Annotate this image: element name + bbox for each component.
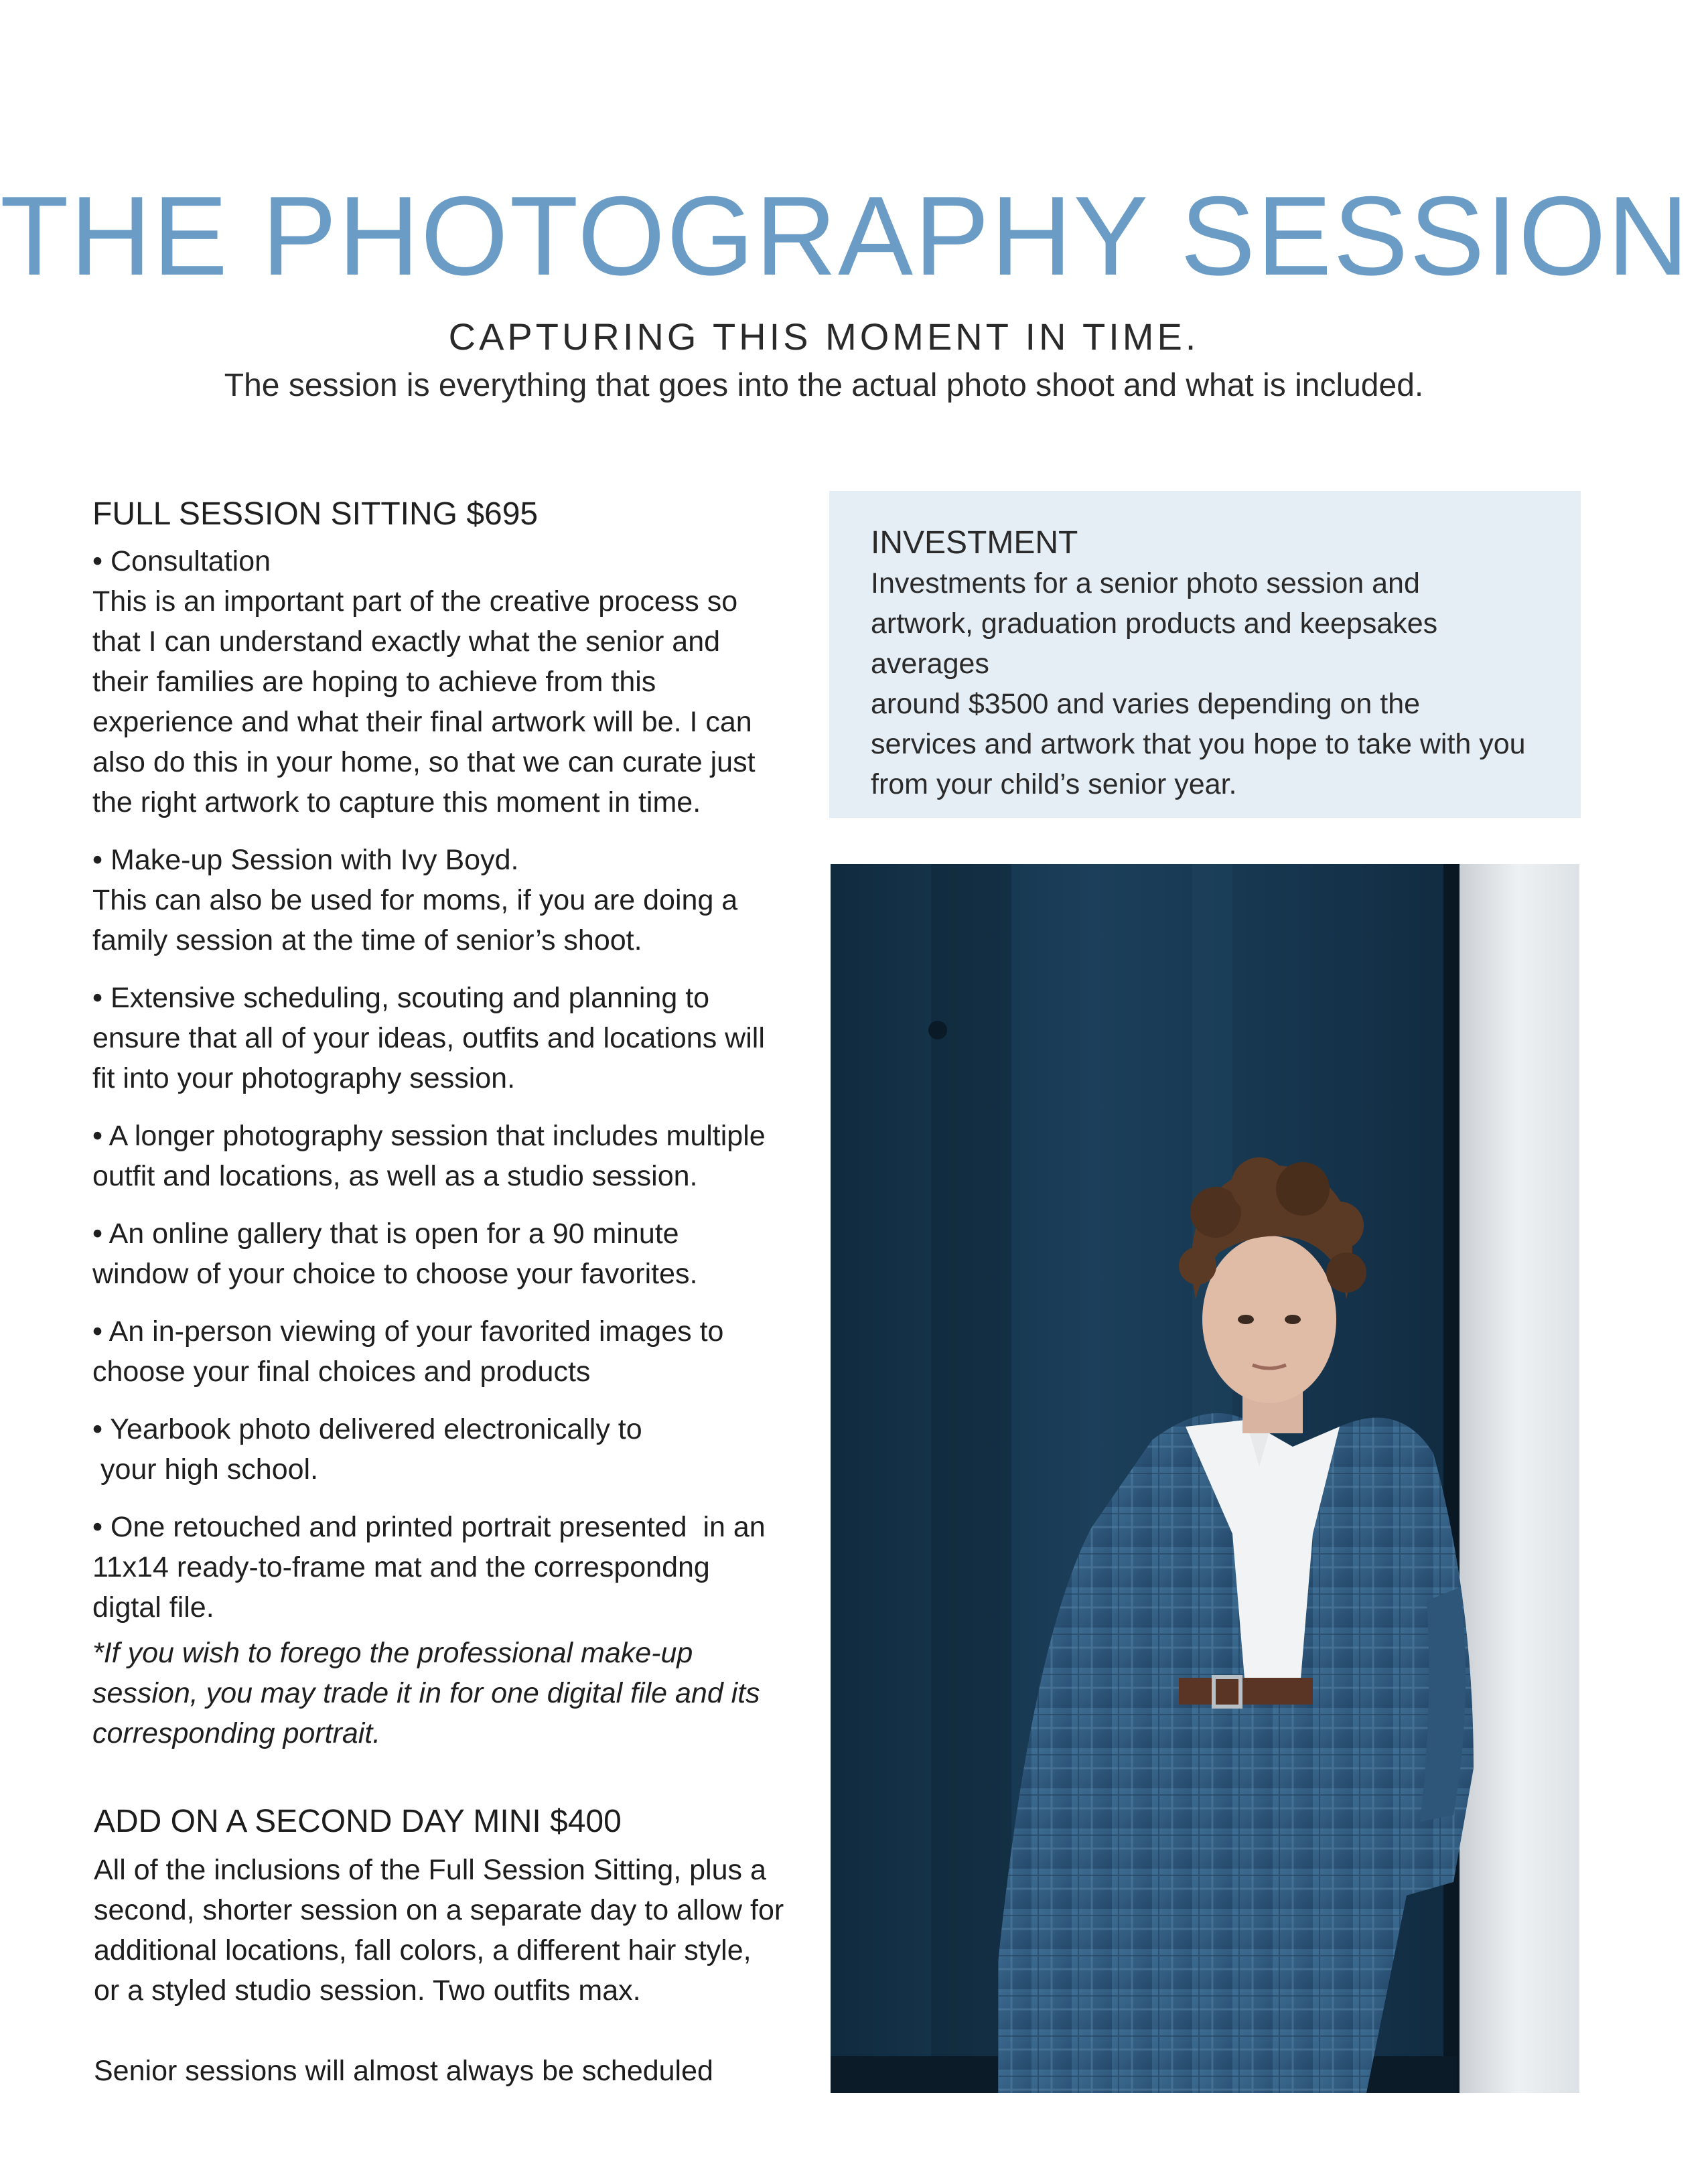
- addon-line: All of the inclusions of the Full Session Sitting, plus a: [94, 1854, 766, 1886]
- addon-line: or a styled studio session. Two outfits max.: [94, 1974, 641, 2007]
- list-item: [92, 1116, 802, 1196]
- item-line: that I can understand exactly what the senior and: [92, 626, 721, 658]
- item-title: • An in-person viewing of your favorited images to: [92, 1315, 724, 1348]
- item-title: • A longer photography session that includes multiple: [92, 1120, 766, 1152]
- list-item: [92, 840, 802, 960]
- investment-line: around $3500 and varies depending on the: [871, 688, 1421, 720]
- list-item: [92, 541, 802, 822]
- item-line: This can also be used for moms, if you are doing a: [92, 884, 738, 916]
- note-line: *If you wish to forego the professional make-up: [92, 1637, 693, 1669]
- page-title: THE PHOTOGRAPHY SESSION: [0, 173, 1691, 299]
- list-item: [92, 978, 802, 1098]
- investment-line: services and artwork that you hope to take with you: [871, 728, 1526, 760]
- item-line: digtal file.: [92, 1591, 214, 1624]
- investment-line: from your child’s senior year.: [871, 768, 1237, 800]
- investment-heading: INVESTMENT: [871, 525, 1078, 561]
- senior-portrait-photo: [831, 864, 1579, 2093]
- investment-line: artwork, graduation products and keepsakes averages: [871, 607, 1438, 680]
- item-line: This is an important part of the creative process so: [92, 585, 738, 618]
- item-line: ensure that all of your ideas, outfits and locations will: [92, 1022, 765, 1054]
- note-line: session, you may trade it in for one digital file and its: [92, 1677, 760, 1709]
- item-title: • One retouched and printed portrait presented in an: [92, 1511, 766, 1543]
- list-item: [92, 1214, 802, 1294]
- full-session-heading: FULL SESSION SITTING $695: [92, 496, 539, 532]
- item-line: 11x14 ready-to-frame mat and the correspondng: [92, 1551, 710, 1583]
- list-item: [92, 1311, 802, 1392]
- item-title: • Extensive scheduling, scouting and planning to: [92, 982, 710, 1014]
- item-line: experience and what their final artwork will be. I can: [92, 706, 752, 738]
- list-item: [92, 1507, 802, 1628]
- item-line: the right artwork to capture this moment in time.: [92, 786, 701, 818]
- full-session-section: [92, 494, 802, 1753]
- item-line: also do this in your home, so that we can curate just: [92, 746, 756, 778]
- addon-heading: ADD ON A SECOND DAY MINI $400: [94, 1804, 622, 1839]
- item-title: • An online gallery that is open for a 90 minute: [92, 1218, 679, 1250]
- item-title: • Make-up Session with Ivy Boyd.: [92, 844, 519, 876]
- makeup-note: [92, 1633, 802, 1753]
- addon-line: additional locations, fall colors, a different hair style,: [94, 1934, 752, 1966]
- intro-text: The session is everything that goes into the actual photo shoot and what is included.: [224, 368, 1424, 403]
- item-line: window of your choice to choose your favorites.: [92, 1258, 698, 1290]
- item-line: family session at the time of senior’s shoot.: [92, 924, 642, 956]
- item-line: outfit and locations, as well as a studio session.: [92, 1160, 698, 1192]
- page-subtitle: CAPTURING THIS MOMENT IN TIME.: [448, 315, 1200, 358]
- item-line: choose your final choices and products: [92, 1356, 591, 1388]
- item-line: fit into your photography session.: [92, 1062, 516, 1094]
- addon-final-line: Senior sessions will almost always be scheduled: [94, 2055, 713, 2087]
- addon-section: [94, 1802, 817, 2091]
- addon-line: second, shorter session on a separate day to allow for: [94, 1894, 784, 1926]
- note-line: corresponding portrait.: [92, 1717, 381, 1749]
- investment-line: Investments for a senior photo session and: [871, 567, 1420, 599]
- item-title: • Consultation: [92, 545, 271, 577]
- item-line: your high school.: [92, 1453, 319, 1486]
- item-line: their families are hoping to achieve from this: [92, 666, 656, 698]
- investment-box: [829, 491, 1581, 818]
- item-title: • Yearbook photo delivered electronically to: [92, 1413, 642, 1445]
- list-item: [92, 1409, 802, 1490]
